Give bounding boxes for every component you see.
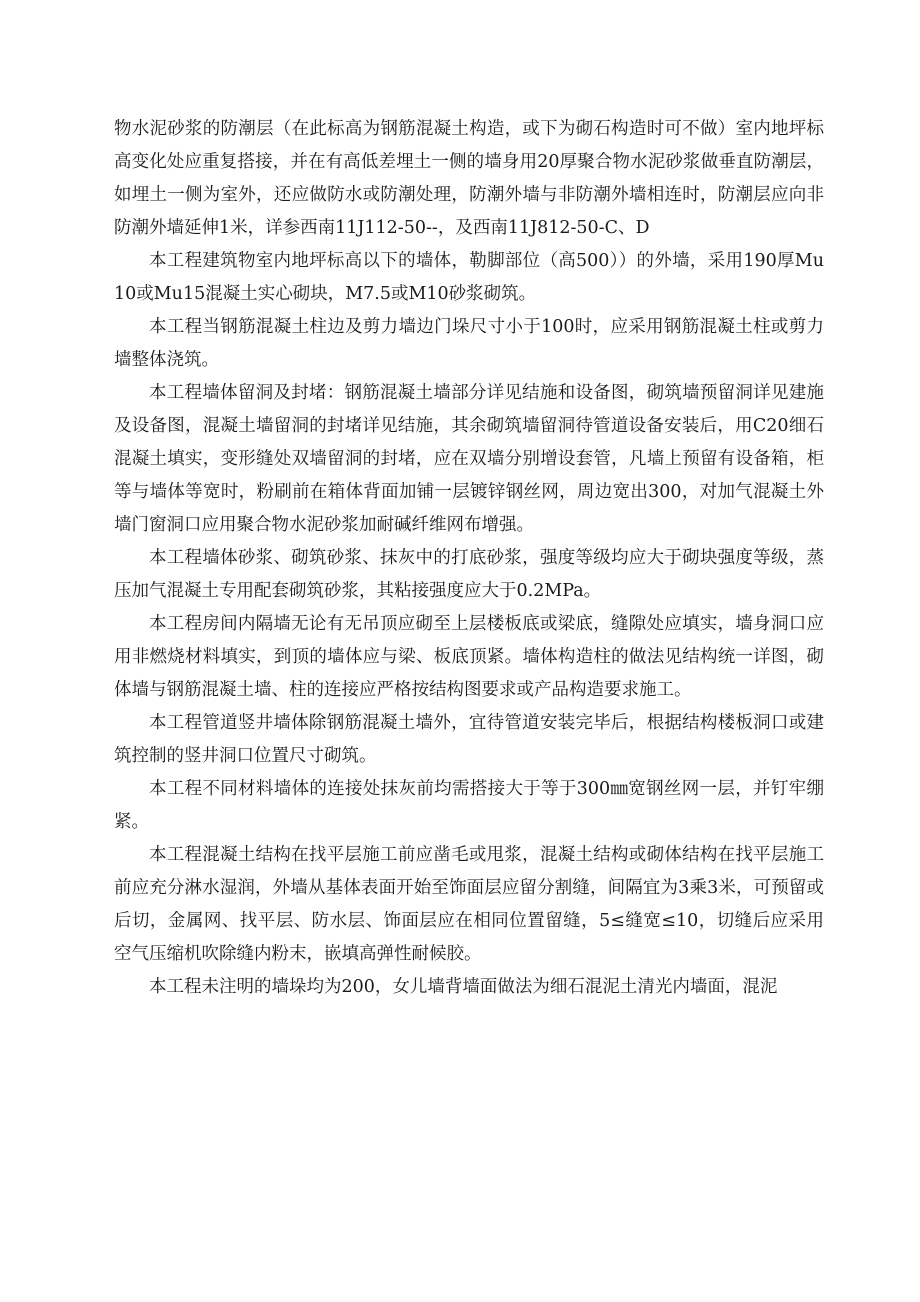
paragraph-plaster-joints: 本工程混凝土结构在找平层施工前应凿毛或甩浆，混凝土结构或砌体结构在找平层施工前应充分淋水湿润，外墙从基体表面开始至饰面层应留分割缝，间隔宜为3乘3米，可预留或后切，金属网、找平层、防水层、饰面层应在相同位置留缝，5≤缝宽≤10，切缝后应采用空气压缩机吹除缝内粉末，嵌填高弹性耐候胶。 xyxy=(114,845,824,964)
paragraph-partition-walls: 本工程房间内隔墙无论有无吊顶应砌至上层楼板底或梁底，缝隙处应填实，墙身洞口应用非燃烧材料填实，到顶的墙体应与梁、板底顶紧。墙体构造柱的做法见结构统一详图，砌体墙与钢筋混凝土墙、柱的连接应严格按结构图要求或产品构造要求施工。 xyxy=(114,614,824,700)
paragraph-pipe-shaft: 本工程管道竖井墙体除钢筋混凝土墙外，宜待管道安装完毕后，根据结构楼板洞口或建筑控制的竖井洞口位置尺寸砌筑。 xyxy=(114,713,824,766)
paragraph-material-joints: 本工程不同材料墙体的连接处抹灰前均需搭接大于等于300㎜宽钢丝网一层，并钉牢绷紧。 xyxy=(114,779,824,832)
document-body xyxy=(114,113,824,1004)
paragraph-wall-openings: 本工程墙体留洞及封堵：钢筋混凝土墙部分详见结施和设备图，砌筑墙预留洞详见建施及设备图，混凝土墙留洞的封堵详见结施，其余砌筑墙留洞待管道设备安装后，用C20细石混凝土填实，变形缝处双墙留洞的封堵，应在双墙分别增设套管，凡墙上预留有设备箱，柜等与墙体等宽时，粉刷前在箱体背面加铺一层镀锌钢丝网，周边宽出300，对加气混凝土外墙门窗洞口应用聚合物水泥砂浆加耐碱纤维网布增强。 xyxy=(114,383,824,535)
paragraph-parapet-wall: 本工程未注明的墙垛均为200，女儿墙背墙面做法为细石混泥土清光内墙面，混泥 xyxy=(149,977,778,997)
paragraph-mortar-strength: 本工程墙体砂浆、砌筑砂浆、抹灰中的打底砂浆，强度等级均应大于砌块强度等级，蒸压加气混凝土专用配套砌筑砂浆，其粘接强度应大于0.2MPa。 xyxy=(114,548,824,601)
paragraph-plinth-wall: 本工程建筑物室内地坪标高以下的墙体，勒脚部位（高500））的外墙，采用190厚Mu10或Mu15混凝土实心砌块，M7.5或M10砂浆砌筑。 xyxy=(114,251,824,304)
paragraph-damp-proof-continuation: 物水泥砂浆的防潮层（在此标高为钢筋混凝土构造，或下为砌石构造时可不做）室内地坪标高变化处应重复搭接，并在有高低差埋土一侧的墙身用20厚聚合物水泥砂浆做垂直防潮层，如埋土一侧为室外，还应做防水或防潮处理，防潮外墙与非防潮外墙相连时，防潮层应向非防潮外墙延伸1米，详参西南11J112-50--，及西南11J812-50-C、D xyxy=(114,119,824,238)
paragraph-door-jamb: 本工程当钢筋混凝土柱边及剪力墙边门垛尺寸小于100时，应采用钢筋混凝土柱或剪力墙整体浇筑。 xyxy=(114,317,824,370)
